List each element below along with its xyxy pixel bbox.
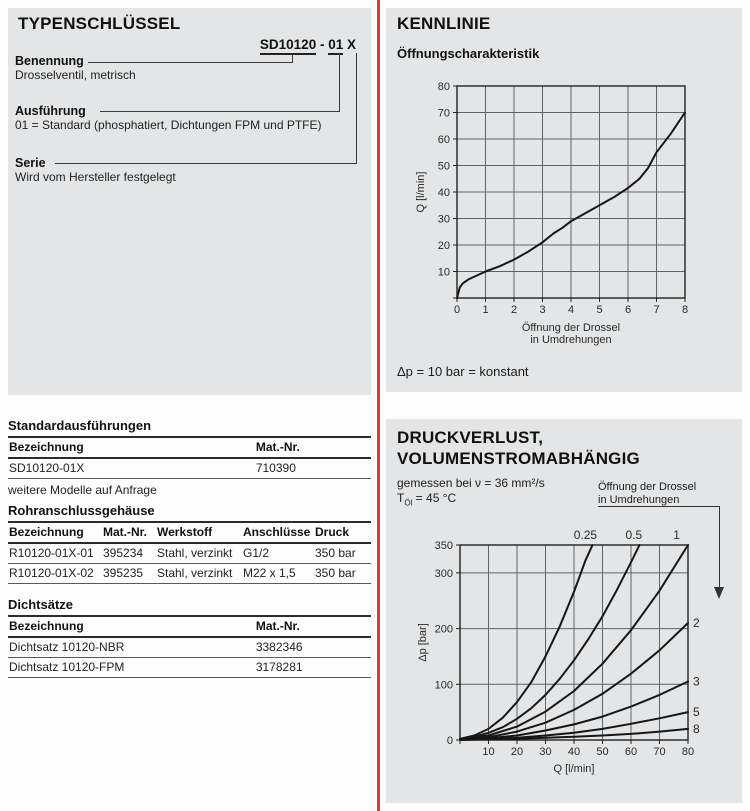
curve-family-annotation: Öffnung der Drossel in Umdrehungen: [598, 481, 697, 506]
type-code-version: 01: [328, 37, 343, 55]
column-header: Bezeichnung: [8, 437, 255, 458]
table-cell: R10120-01X-02: [8, 564, 102, 584]
table-row: [8, 564, 371, 584]
column-header: Bezeichnung: [8, 616, 255, 637]
table-title: Rohranschlussgehäuse: [8, 503, 155, 518]
svg-text:70: 70: [653, 746, 666, 758]
svg-text:20: 20: [437, 240, 450, 252]
svg-text:1: 1: [673, 528, 680, 542]
ausfuehrung-label: Ausführung: [15, 104, 86, 118]
druckverlust-chart: [394, 515, 740, 791]
measured-viscosity: gemessen bei ν = 36 mm²/s: [397, 476, 545, 490]
druckverlust-panel: [386, 419, 742, 803]
table-block: [8, 418, 371, 497]
svg-text:4: 4: [567, 304, 575, 316]
column-divider: [377, 0, 380, 811]
benennung-label: Benennung: [15, 54, 84, 68]
table-cell: M22 x 1,5: [242, 564, 314, 584]
type-code: [260, 37, 356, 52]
svg-text:40: 40: [437, 187, 450, 199]
svg-text:Öffnung der Drossel: Öffnung der Drossel: [521, 322, 621, 334]
table-cell: 395234: [102, 543, 156, 564]
data-table: [8, 436, 371, 479]
kennlinie-panel: [386, 8, 742, 392]
kennlinie-chart: [394, 68, 734, 360]
svg-text:5: 5: [693, 705, 700, 720]
column-header: Bezeichnung: [8, 522, 102, 543]
benennung-desc: Drosselventil, metrisch: [15, 68, 136, 82]
type-code-series: X: [343, 37, 356, 52]
table-title: Dichtsätze: [8, 597, 74, 612]
table-cell: G1/2: [242, 543, 314, 564]
serie-desc: Wird vom Hersteller festgelegt: [15, 170, 176, 184]
table-cell: 3178281: [255, 658, 371, 678]
column-header: Anschlüsse: [242, 522, 314, 543]
svg-text:300: 300: [434, 567, 453, 580]
data-table: [8, 615, 371, 678]
svg-text:200: 200: [434, 623, 453, 636]
table-cell: 3382346: [255, 637, 371, 658]
svg-text:0: 0: [453, 304, 461, 316]
table-cell: 710390: [255, 458, 371, 479]
svg-text:30: 30: [539, 746, 552, 758]
svg-text:20: 20: [510, 746, 524, 758]
svg-text:50: 50: [596, 746, 609, 758]
druckverlust-title-line2: VOLUMENSTROMABHÄNGIG: [397, 449, 640, 468]
column-header: Mat.-Nr.: [255, 616, 371, 637]
ausfuehrung-desc: 01 = Standard (phosphatiert, Dichtungen FPM und PTFE): [15, 118, 322, 132]
column-header: Druck: [314, 522, 371, 543]
svg-text:7: 7: [653, 304, 660, 316]
table-cell: Dichtsatz 10120-NBR: [8, 637, 255, 658]
svg-text:1: 1: [482, 304, 489, 316]
svg-text:80: 80: [437, 81, 450, 93]
druckverlust-title: [397, 427, 640, 469]
serie-label: Serie: [15, 156, 46, 170]
table-row: [8, 458, 371, 479]
svg-text:8: 8: [681, 304, 689, 316]
table-row: [8, 543, 371, 564]
svg-text:0.5: 0.5: [625, 528, 643, 542]
svg-text:3: 3: [539, 304, 546, 316]
svg-text:10: 10: [482, 746, 495, 758]
svg-text:70: 70: [437, 107, 450, 120]
svg-text:30: 30: [437, 213, 450, 226]
table-block: [8, 503, 371, 584]
table-cell: 395235: [102, 564, 156, 584]
table-block: [8, 597, 371, 678]
svg-text:Q [l/min]: Q [l/min]: [553, 763, 595, 775]
svg-text:Δp [bar]: Δp [bar]: [417, 623, 429, 662]
type-code-model: SD10120: [260, 37, 316, 55]
svg-text:in Umdrehungen: in Umdrehungen: [530, 334, 612, 346]
kennlinie-subtitle: Öffnungscharakteristik: [397, 46, 540, 61]
svg-text:6: 6: [624, 304, 632, 316]
table-row: [8, 637, 371, 658]
svg-text:0.25: 0.25: [573, 528, 598, 542]
table-footnote: weitere Modelle auf Anfrage: [8, 483, 157, 497]
table-cell: Stahl, verzinkt: [156, 564, 242, 584]
data-table: [8, 521, 371, 584]
svg-text:0: 0: [446, 735, 453, 747]
typenschluessel-title: TYPENSCHLÜSSEL: [18, 14, 181, 33]
typenschluessel-panel: [8, 8, 371, 395]
table-cell: R10120-01X-01: [8, 543, 102, 564]
column-header: Mat.-Nr.: [102, 522, 156, 543]
table-cell: Stahl, verzinkt: [156, 543, 242, 564]
svg-text:3: 3: [693, 674, 700, 689]
svg-text:8: 8: [693, 721, 700, 736]
table-title: Standardausführungen: [8, 418, 152, 433]
measured-temperature: $T_{Öl} = 45$ °C: [397, 491, 457, 508]
svg-text:Q [l/min]: Q [l/min]: [415, 171, 427, 213]
kennlinie-title: KENNLINIE: [397, 14, 491, 33]
type-code-separator: -: [316, 37, 329, 52]
druckverlust-title-line1: DRUCKVERLUST,: [397, 428, 544, 447]
svg-text:80: 80: [681, 746, 695, 758]
table-cell: 350 bar: [314, 564, 371, 584]
svg-text:60: 60: [624, 746, 638, 758]
svg-text:10: 10: [437, 266, 450, 279]
table-row: [8, 658, 371, 678]
svg-text:2: 2: [510, 304, 518, 316]
annotation-line: [598, 506, 720, 507]
column-header: Mat.-Nr.: [255, 437, 371, 458]
kennlinie-note: Δp = 10 bar = konstant: [397, 364, 529, 379]
svg-text:100: 100: [434, 679, 453, 692]
svg-text:2: 2: [693, 616, 700, 630]
table-cell: Dichtsatz 10120-FPM: [8, 658, 255, 678]
svg-text:40: 40: [567, 746, 581, 758]
svg-text:5: 5: [596, 304, 603, 316]
table-cell: 350 bar: [314, 543, 371, 564]
table-cell: SD10120-01X: [8, 458, 255, 479]
svg-text:50: 50: [437, 160, 450, 173]
column-header: Werkstoff: [156, 522, 242, 543]
svg-text:350: 350: [434, 540, 453, 552]
svg-text:60: 60: [437, 134, 450, 146]
